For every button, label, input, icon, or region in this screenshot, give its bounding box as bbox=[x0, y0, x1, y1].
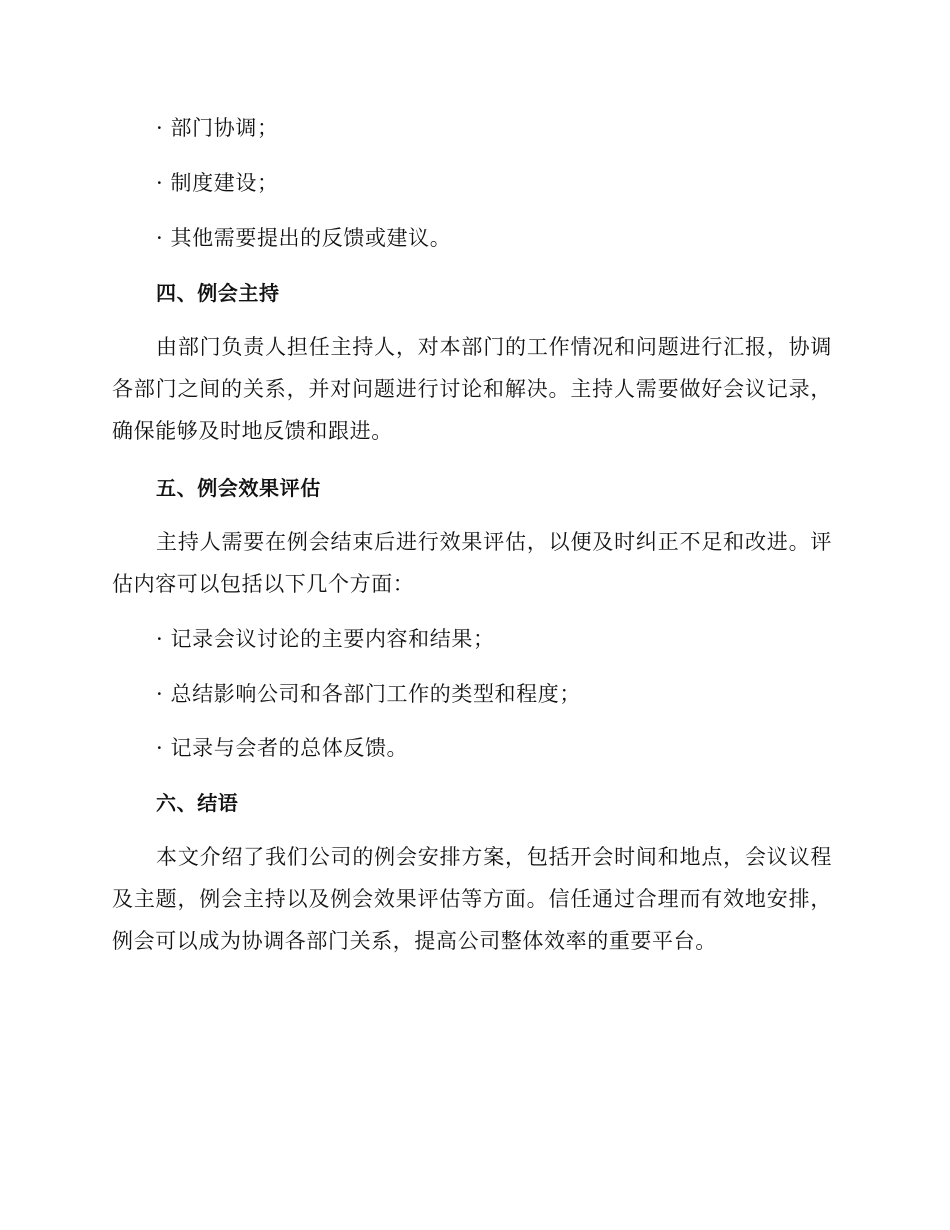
section-paragraph: 由部门负责人担任主持人，对本部门的工作情况和问题进行汇报，协调各部门之间的关系，并对问题进行讨论和解决。主持人需要做好会议记录，确保能够及时地反馈和跟进。 bbox=[112, 335, 832, 443]
section-paragraph: 主持人需要在例会结束后进行效果评估，以便及时纠正不足和改进。评估内容可以包括以下几个方面： bbox=[112, 530, 832, 596]
bullet-item: · 部门协调； bbox=[156, 116, 279, 140]
section-heading: 四、例会主持 bbox=[156, 281, 280, 305]
section-heading: 五、例会效果评估 bbox=[156, 476, 321, 500]
bullet-item: · 制度建设； bbox=[156, 171, 279, 195]
bullet-item: · 其他需要提出的反馈或建议。 bbox=[156, 226, 452, 250]
bullet-item: · 记录会议讨论的主要内容和结果； bbox=[156, 627, 495, 651]
section-paragraph: 本文介绍了我们公司的例会安排方案，包括开会时间和地点，会议议程及主题，例会主持以及例会效果评估等方面。信任通过合理而有效地安排，例会可以成为协调各部门关系，提高公司整体效率的重要平台。 bbox=[112, 845, 832, 953]
bullet-item: · 总结影响公司和各部门工作的类型和程度； bbox=[156, 682, 581, 706]
section-heading: 六、结语 bbox=[156, 791, 239, 815]
bullet-item: · 记录与会者的总体反馈。 bbox=[156, 736, 409, 760]
